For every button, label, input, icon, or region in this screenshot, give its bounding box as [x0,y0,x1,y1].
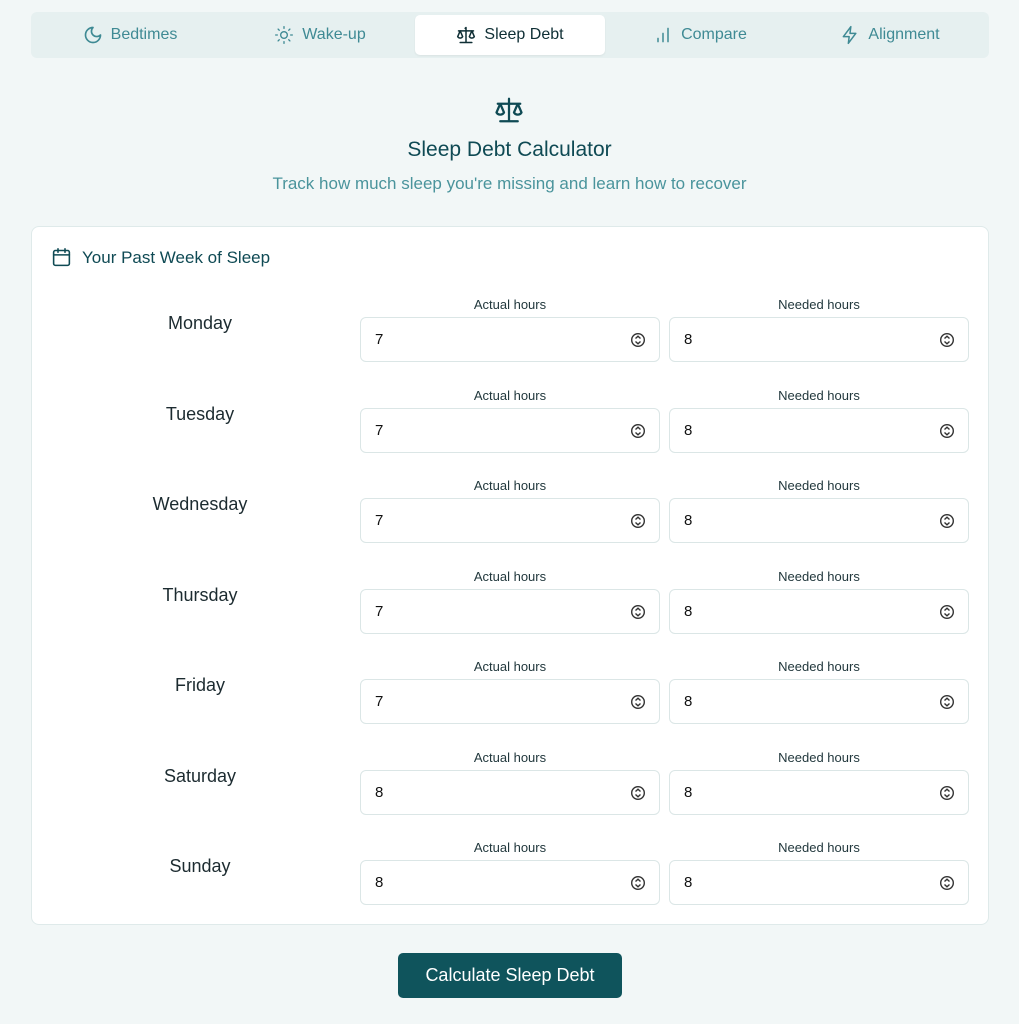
stepper-icon[interactable] [631,694,645,710]
stepper-icon[interactable] [631,785,645,801]
day-label: Wednesday [152,494,248,514]
actual-hours-input[interactable] [360,498,660,543]
actual-hours-input[interactable] [360,317,660,362]
needed-hours-label: Needed hours [778,840,860,855]
card-title: Your Past Week of Sleep [82,247,271,267]
tab-label: Wake-up [302,26,366,43]
zap-icon [840,25,860,45]
input-value: 8 [684,693,693,710]
input-value: 7 [375,512,384,529]
day-row-saturday [32,750,990,840]
day-row-monday [32,297,990,387]
day-row-wednesday [32,478,990,568]
day-label: Sunday [169,856,231,876]
needed-hours-input[interactable] [669,498,969,543]
day-row-thursday [32,569,990,659]
input-value: 8 [684,784,693,801]
scale-icon [494,95,524,125]
day-label: Monday [167,313,233,333]
actual-hours-label: Actual hours [473,297,547,312]
tab-wake-up[interactable] [225,15,415,55]
actual-hours-input[interactable] [360,589,660,634]
day-label: Tuesday [165,404,235,424]
actual-hours-label: Actual hours [473,659,547,674]
stepper-icon[interactable] [631,332,645,348]
input-value: 8 [684,331,693,348]
page-subtitle: Track how much sleep you're missing and learn how to recover [272,174,747,193]
actual-hours-label: Actual hours [473,388,547,403]
tab-label: Sleep Debt [484,26,564,43]
input-value: 7 [375,331,384,348]
scale-icon [456,25,476,45]
week-card [31,226,989,925]
stepper-icon[interactable] [940,604,954,620]
stepper-icon[interactable] [631,513,645,529]
sun-icon [274,25,294,45]
stepper-icon[interactable] [631,423,645,439]
actual-hours-input[interactable] [360,860,660,905]
input-value: 8 [684,422,693,439]
stepper-icon[interactable] [940,513,954,529]
needed-hours-label: Needed hours [778,297,860,312]
input-value: 8 [375,874,384,891]
needed-hours-label: Needed hours [778,388,860,403]
needed-hours-input[interactable] [669,770,969,815]
day-row-sunday [32,840,990,930]
day-row-friday [32,659,990,749]
stepper-icon[interactable] [631,604,645,620]
tab-label: Alignment [868,26,940,43]
calculate-sleep-debt-button[interactable]: Calculate Sleep Debt [398,953,622,998]
actual-hours-label: Actual hours [473,569,547,584]
actual-hours-label: Actual hours [473,750,547,765]
input-value: 8 [375,784,384,801]
input-value: 8 [684,874,693,891]
stepper-icon[interactable] [631,875,645,891]
stepper-icon[interactable] [940,332,954,348]
actual-hours-input[interactable] [360,770,660,815]
stepper-icon[interactable] [940,785,954,801]
actual-hours-input[interactable] [360,408,660,453]
input-value: 8 [684,512,693,529]
needed-hours-label: Needed hours [778,478,860,493]
tab-alignment[interactable] [795,15,985,55]
day-label: Friday [174,675,225,695]
page-title: Sleep Debt Calculator [407,138,612,161]
day-label: Thursday [162,585,238,605]
tab-compare[interactable] [605,15,795,55]
input-value: 8 [684,603,693,620]
input-value: 7 [375,693,384,710]
bar-chart-icon [653,25,673,45]
day-label: Saturday [163,766,237,786]
actual-hours-label: Actual hours [473,478,547,493]
actual-hours-label: Actual hours [473,840,547,855]
tab-sleep-debt[interactable] [415,15,605,55]
stepper-icon[interactable] [940,875,954,891]
needed-hours-label: Needed hours [778,569,860,584]
needed-hours-input[interactable] [669,408,969,453]
tab-label: Bedtimes [110,26,178,43]
needed-hours-input[interactable] [669,317,969,362]
needed-hours-label: Needed hours [778,659,860,674]
needed-hours-input[interactable] [669,589,969,634]
calendar-icon [51,247,72,268]
tab-bar [31,12,989,58]
actual-hours-input[interactable] [360,679,660,724]
tab-bedtimes[interactable] [35,15,225,55]
needed-hours-input[interactable] [669,860,969,905]
input-value: 7 [375,603,384,620]
needed-hours-label: Needed hours [778,750,860,765]
tab-label: Compare [681,26,747,43]
stepper-icon[interactable] [940,694,954,710]
stepper-icon[interactable] [940,423,954,439]
card-header [51,247,270,268]
needed-hours-input[interactable] [669,679,969,724]
day-row-tuesday [32,388,990,478]
moon-icon [83,25,103,45]
input-value: 7 [375,422,384,439]
